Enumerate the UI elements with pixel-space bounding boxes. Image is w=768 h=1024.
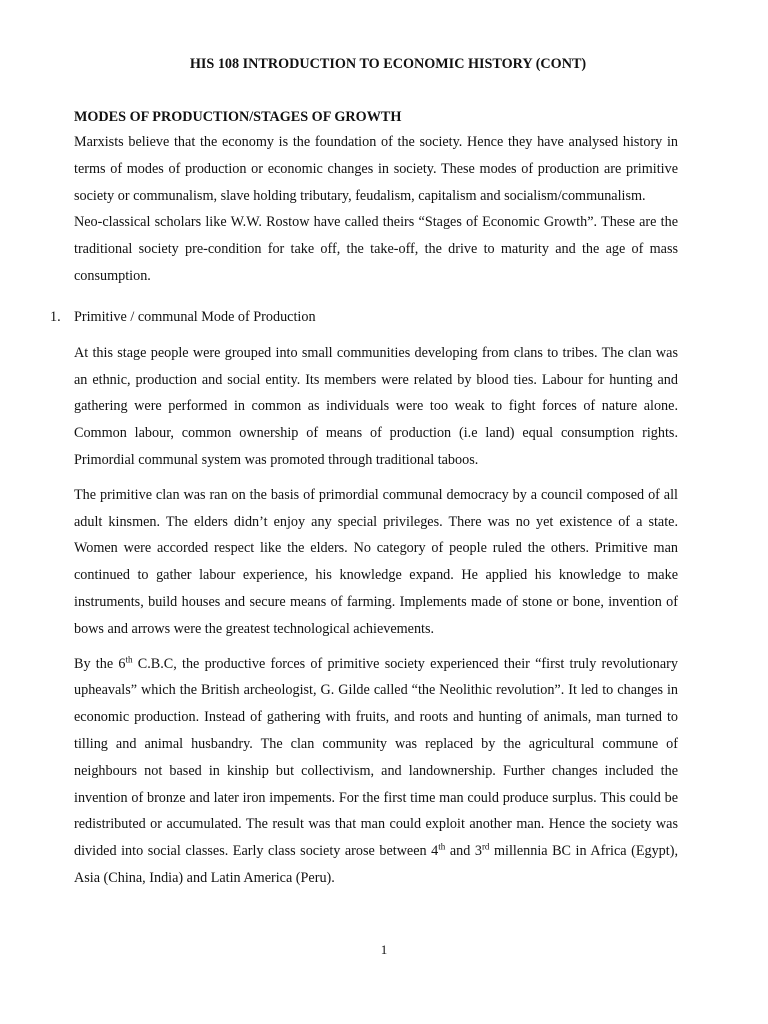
page-number: 1 <box>380 942 388 957</box>
text-run: and 3 <box>445 843 482 860</box>
item-number: 1. <box>50 308 61 325</box>
text-run: C.B.C, the productive forces of primitive society experienced their “first truly revolutionary upheavals” which the British archeologist, G. Gilde called “the Neolithic revolution”. It led to changes in economic production. Instead of gathering with fruits, and roots and hunting of animals, man turned to tilling and animal husbandry. The clan community was replaced by the agricultural commune of neighbours not based in kinship but collectivism, and landownership. Further changes included the invention of bronze and later iron impements. For the first time man could produce surplus. This could be redistributed or accumulated. The result was that man could exploit another man. Hence the society was divided into social classes. Early class society arose between 4 <box>74 655 678 860</box>
intro-paragraph-marxists: Marxists believe that the economy is the foundation of the society. Hence they have analysed history in terms of modes of production or economic changes in society. These modes of production are primitive society or communalism, slave holding tributary, feudalism, capitalism and socialism/communalism. <box>74 134 678 204</box>
numbered-item-heading <box>50 304 678 330</box>
superscript: rd <box>481 841 490 852</box>
section-heading: MODES OF PRODUCTION/STAGES OF GROWTH <box>74 109 402 125</box>
text-run: By the 6 <box>74 655 126 672</box>
text-run: millennia BC in Africa (Egypt), Asia (China, India) and Latin America (Peru). <box>74 843 678 886</box>
superscript: th <box>125 653 133 664</box>
document-title: HIS 108 INTRODUCTION TO ECONOMIC HISTORY (CONT) <box>189 56 587 72</box>
intro-paragraph-rostow: Neo-classical scholars like W.W. Rostow have called theirs “Stages of Economic Growth”. These are the traditional society pre-condition for take off, the take-off, the drive to maturity and the age of mass consumption. <box>74 214 678 284</box>
body-paragraph-clans: At this stage people were grouped into small communities developing from clans to tribes. The clan was an ethnic, production and social entity. Its members were related by blood ties. Labour for hunting and gathering were performed in common as individuals were too weak to fight forces of nature alone. Common labour, common ownership of means of production (i.e land) equal consumption rights. Primordial communal system was promoted through traditional taboos. <box>74 344 678 468</box>
body-paragraph-neolithic <box>74 651 678 892</box>
superscript: th <box>438 841 446 852</box>
item-heading-text: Primitive / communal Mode of Production <box>74 308 316 325</box>
body-paragraph-democracy: The primitive clan was ran on the basis of primordial communal democracy by a council composed of all adult kinsmen. The elders didn’t enjoy any special privileges. There was no yet existence of a state. Women were accorded respect like the elders. No category of people ruled the others. Primitive man continued to gather labour experience, his knowledge expand. He applied his knowledge to make instruments, build houses and secure means of farming. Implements made of stone or bone, invention of bows and arrows were the greatest technological achievements. <box>74 486 678 637</box>
